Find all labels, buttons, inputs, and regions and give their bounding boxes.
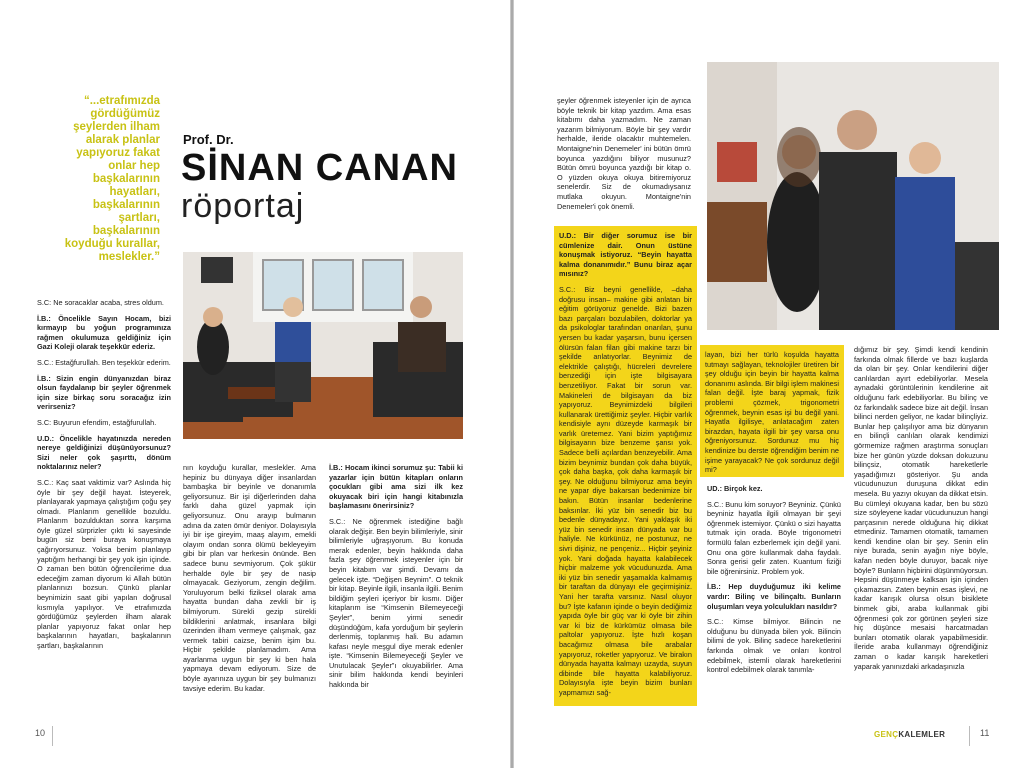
question-paragraph: İ.B.: Öncelikle Sayın Hocam, bizi kırmayıp bu yoğun programınıza rağmen okulumuza geldiğiniz için Gazi Koleji olarak teşekkür ederiz. [37, 313, 171, 352]
text-paragraph: S.C.: Estağfurullah. Ben teşekkür ederim. [37, 357, 171, 367]
text-paragraph: dığımız bir şey. Şimdi kendi kendinin farkında olmak fillerde ve bazı kuşlarda da olan bir şey. Onlar kendilerini diğer canlılardan ayırt edebiliyorlar. Mesela aynadaki görüntülerinin kendilerine ait olduğunu fark edebiliyorlar. Bu bilinç ve öz farkındalık sadece bize ait değil. İnsan bilinci nerden geliyor, ne kadar bilinçliyiz. Bunlar hep çalışılıyor ama biz dünyanın en bilinçli canlıları olarak kendimizi görmemize rağmen araştırma sonuçları bize her günün yüzde doksan dokuzunu bilinçsiz, otomatik hareketlerle yaşadığımızı gösteriyor. Şu anda vücudunuzun duruşuna dikkat edin mesela. Bu yazıyı okuyan da dikkat etsin. Bu cümleyi okuyana kadar, ben bu sözü size söyleyene kadar vücudunuzun hangi parçasının nerede olduğuna hiç dikkat etmediniz. Tamamen otomatik, tamamen kendi kendine olan bir şey. Senin elin niye burada, senin ayağın niye böyle, kafan neden böyle duruyor, bacak niye böyle? Bunların hiçbirini düşünmüyorsun. Hepsini düşünmeye kalksan işin içinden çıkamazsın. Zaten beynin esas işlevi, ne kadar karışık olursa olsun bisiklete binmek gibi, araba kullanmak gibi öğrenmesi çok zor görünen şeyleri size hiç düşünce mesaisi harcatmadan bunları otomatik olarak yapabilmesidir. İleride araba kullanmayı öğrendiğiniz zaman o kadar karışık hareketleri yaparak yanınızdaki arkadaşınızla [854, 345, 988, 671]
brand-logo [874, 730, 945, 739]
question-paragraph: İ.B.: Sizin engin dünyanızdan biraz olsun faydalanıp bir şeyler öğrenmek için size birkaç soru soracağız izin verirseniz? [37, 373, 171, 412]
right-column-3 [854, 345, 988, 677]
question-paragraph: İ.B.: Hep duyduğumuz iki kelime vardır: Bilinç ve bilinçaltı. Bunların oluşumları veya yolculukları nasıldır? [707, 582, 841, 611]
question-paragraph: U.D.: Bir diğer sorumuz ise bir cümlenize dair. Onun üstüne konuşmak istiyoruz. “Beyin hayatta kalma donanımıdır.” Bunu biraz açar mısınız? [559, 231, 692, 279]
left-column-3 [329, 463, 463, 696]
text-paragraph: S.C.: Ne öğrenmek istediğine bağlı olarak değişir. Ben beyin bilimleriyle, sinir bilimleriyle uğraşıyorum. Bu konuda merak edenler, beyin hakkında daha fazla şey öğrenmek isteyenler için bir beyin kitabım var şimdi. Devamı da gelecek işte. “Değişen Beynim”. O teknik bir kitap. Beyinle ilgili, insanla ilgili. Benim bildiğim şeyleri içeriyor bir kısmı. Diğer kitaplarım ise “Kimsenin Bilemeyeceği Şeyler”, benim yirmi senedir düşündüğüm, kafa yorduğum bir şeylerin derlenmiş, toplanmış hali. Bu adamın kafası neyle meşgul diye merak edenler işte. “Kimsenin Bilemeyeceği Şeyler ve Unutulacak Şeyler”ı okuyabilirler. Ama sinir bilim hakkında kendi beyinleri hakkında bir [329, 516, 463, 690]
text-paragraph: nın koyduğu kurallar, meslekler. Ama hepiniz bu dünyaya diğer insanlardan bambaşka bir beyinle ve donanımla geliyorsunuz. Bir işi diğerlerinden daha farklı daha güzel yapmak için geliyorsunuz. Onu arayıp bulmanın adına da zaten ömür deniyor. Dolayısıyla iyi bir işe gireyim, maaş alayım, emekli olayım ondan sonra ölümü bekleyeyim gibi bir plan var herkesin önünde. Ben sadece bunu sevmiyorum. Çok şükür herhalde öyle bir şey de nasip olmayacak. Geziyorum, zengin değilim. Yoruluyorum belki fiziksel olarak ama hayatta bundan daha zevkli bir iş bilmiyorum. Sürekli gezip sürekli bildiklerini anlatmak, insanlara bilgi üzerinden ilham vermeye çalışmak, gaz vermek tabiri caizse, benim işim bu. Hiçbir şekilde planlamadım. Ama ayarlanma uygun bir şey ki ben hala yapmaya devam ediyorum. Size de böyle ayarınıza uygun bir şey bulmanızı tavsiye ederim. Bu kadar. [183, 463, 316, 693]
text-paragraph: S.C: Ne soracaklar acaba, stres oldum. [37, 298, 164, 307]
eyebrow-title: Prof. Dr. [183, 132, 234, 147]
footer-line [969, 726, 970, 746]
text-paragraph: S.C.: Kimse bilmiyor. Bilincin ne olduğunu bu dünyada bilen yok. Bilincin bilimi de yok. Bilinç sadece hareketlerini farkında olmak ve onları kontrol edebilmek, istemli olarak hareketlerini kontrol edebilmek olarak tanımla- [707, 617, 841, 675]
subhead: röportaj [181, 187, 305, 225]
brand-suffix: KALEMLER [898, 730, 946, 739]
text-paragraph: S.C.: Kaç saat vaktimiz var? Aslında hiç öyle bir şey değil hayat. İsteyerek, planlayarak yapmaya çalıştığım çoğu şey olmadı. Planlarım genellikle bozuldu. Planlarım bozulduktan sonra karşıma öyle güzel sürprizler çıktı ki sayesinde bugün siz beni buraya konuşmaya çağırıyorsunuz. Yoksa benim planlayıp yaptığım herhangi bir şey yok işin içinde. O zaman ben bütün öğrencilerime dua edeceğim zaman diyorum ki Allah bütün planlarınızı bozsun. Çünkü planlar beynimizin saat gibi yapılan doğrusal kısmıyla yapılıyor. Ve etrafımızda gördüğümüz şeylerden ilham alarak planlar yapıyoruz fakat onlar hep başkalarının hayatları, başkalarının şartları, başkalarının [37, 477, 171, 650]
footer-line [52, 726, 53, 746]
question-paragraph: İ.B.: Hocam ikinci sorumuz şu: Tabii ki yazarlar için bütün kitapları onların çocukları gibi ama sizi ilk kez okuyacak biri için hangi kitabınızla başlamasını önerirsiniz? [329, 463, 463, 511]
text-paragraph: layan, bizi her türlü koşulda hayatta tutmayı sağlayan, teknolojiler üretiren bir şey olduğu için beyin bir hayatta kalma donanımı aslında. Bir bilgi işlem makinesi falan değil. İşte baraj yapmak, fizik problemi çözmek, trigonometri öğrenmek, beynin esas işi bu değil yani. Hayatla ilgilisye, anlatacağım zaten birazdan, hayata ilgili bir şey varsa onu öğreniyorsunuz. Sordunuz mu hiç kendinize bu derste öğrendiğim benim ne işime yarayacak? Ne çok sordunuz değil mi? [705, 350, 839, 475]
headline-name: SİNAN CANAN [181, 147, 458, 189]
text-paragraph: S.C.: Biz beyni genellikle, –daha doğrusu insan– makine gibi anlatan bir eğitim görüyoruz genelde. Bizi bazen bazı parçaları bozulabilen, doktorlar ya da psikologlar tarafından onarılan, şunu yersen bu kadar yaşarsın, bunu içersen ölürsün falan filan gibi makine tarzı bir şekilde anlatıyorlar. Beynimiz de elektrikle çalıştığı, hücreleri devrelere benzediği için işte bilgisayara benzetiliyor. Fakat bir sorun var. Makineleri de bilgisayarı da biz yapıyoruz. Beynimizdeki bilgileri kullanarak ürettiğimiz şeyler. Hiçbir varlık kendisiyle aynı düzeyde karmaşık bir varlık üretemez. Yani bizim yaptığımız bilgisayarın bize benzeme şansı yok. Sadece belli açılardan benzeyebilir. Ama bizim beynimiz bundan çok daha büyük, çok daha başka, çok daha karmaşık bir şey. Ne olduğunu bilmiyoruz ama beyin ne yapar diye bakarsan bedenimize bir bakın. Bütün insanlar bedenlerine baksınlar. İki yüz bin senedir biz bu bedenle dünyadayız. Yani yaklaşık iki yüz bin senedir insan dünyada var bu haliyle. Ne kürkünüz, ne postunuz, ne sivri dişiniz, ne pençeniz... Hiçbir şeyiniz yok. Yani doğada hayatta kalabilecek hiçbir malzeme yok vücudunuzda. Ama iki yüz bin senedir yaşamakla kalmamış bir taraftan da dünyayı ele geçirmişiniz. Yani her tarafta varsınız. Nasıl oluyor bu? İşte kafanın içinde o beyin dediğimiz yapıda öyle bir güç var ki öyle bir zihin var ki biz de kürkümüz olmasa bile paltolar yapıyoruz. İşte hızlı koşan bacağımız olmasa bile arabalar yapıyoruz, roketler yapıyoruz. Ve birakın dünyada hayatta kalmayı uzayda, suyun dibinde bile hayatta kalabiliyoruz. Dolayısıyla işte beyin bizim bunları yapmamızı sağ- [559, 284, 692, 697]
page-number-right: 11 [980, 728, 990, 738]
highlight-box-2 [700, 345, 844, 477]
group-photo [707, 62, 999, 330]
left-column-2 [183, 463, 316, 699]
left-page [0, 0, 510, 768]
text-paragraph: şeyler öğrenmek isteyenler için de ayrıca böyle teknik bir kitap yazdım. Ama esas kitabımı daha yazmadım. Ne zaman yazarım bilmiyorum. Böyle bir şey vardır herhalde, ileride olacaktır muhtemelen. Montaigne'nin Denemeler' ini bütün ömrü boyunca yazdığını biliyor musunuz? Bütün ömrü boyunca yazdığı bir kitap o. O yüzden okuya okuya bitiremiyoruz senelerdir. Siz de okumadıysanız mutlaka okuyun. Montaigne'nin Denemeler'i çok önemli. [557, 96, 691, 211]
interview-photo [183, 252, 463, 439]
question-paragraph: UD.: Birçok kez. [707, 484, 763, 493]
right-column-1-top [557, 96, 691, 217]
page-number-left: 10 [35, 728, 46, 738]
right-column-2 [707, 484, 841, 681]
highlight-box-1 [554, 226, 697, 706]
right-page [514, 0, 1024, 768]
text-paragraph: S.C: Buyurun efendim, estağfurullah. [37, 417, 157, 427]
pull-quote: “...etrafımızda gördüğümüz şeylerden ilham alarak planlar yapıyoruz fakat onlar hep başkalarının hayatları, başkalarının şartları, başkalarının koyduğu kurallar, meslekler.” [64, 95, 160, 263]
brand-prefix: GENÇ [874, 730, 899, 739]
left-column-1 [37, 298, 171, 657]
question-paragraph: U.D.: Öncelikle hayatınızda nereden nereye geldiğinizi düşünüyorsunuz? Sizi neler çok şaşırttı, dönüm noktalarınız neler? [37, 433, 171, 472]
text-paragraph: S.C.: Bunu kim soruyor? Beyniniz. Çünkü beyniniz hayatla ilgili olmayan bir şeyi öğrenmek istemiyor. Çünkü o sizi hayatta tutmak için orada. Böyle trigonometri formülü falan ezberlemek için değil yani. Onu ona göre kullanmak daha faydalı. Sonra gerisi gelir zaten. Kuantum fiziği bile öğrenirsiniz. Problem yok. [707, 499, 841, 576]
